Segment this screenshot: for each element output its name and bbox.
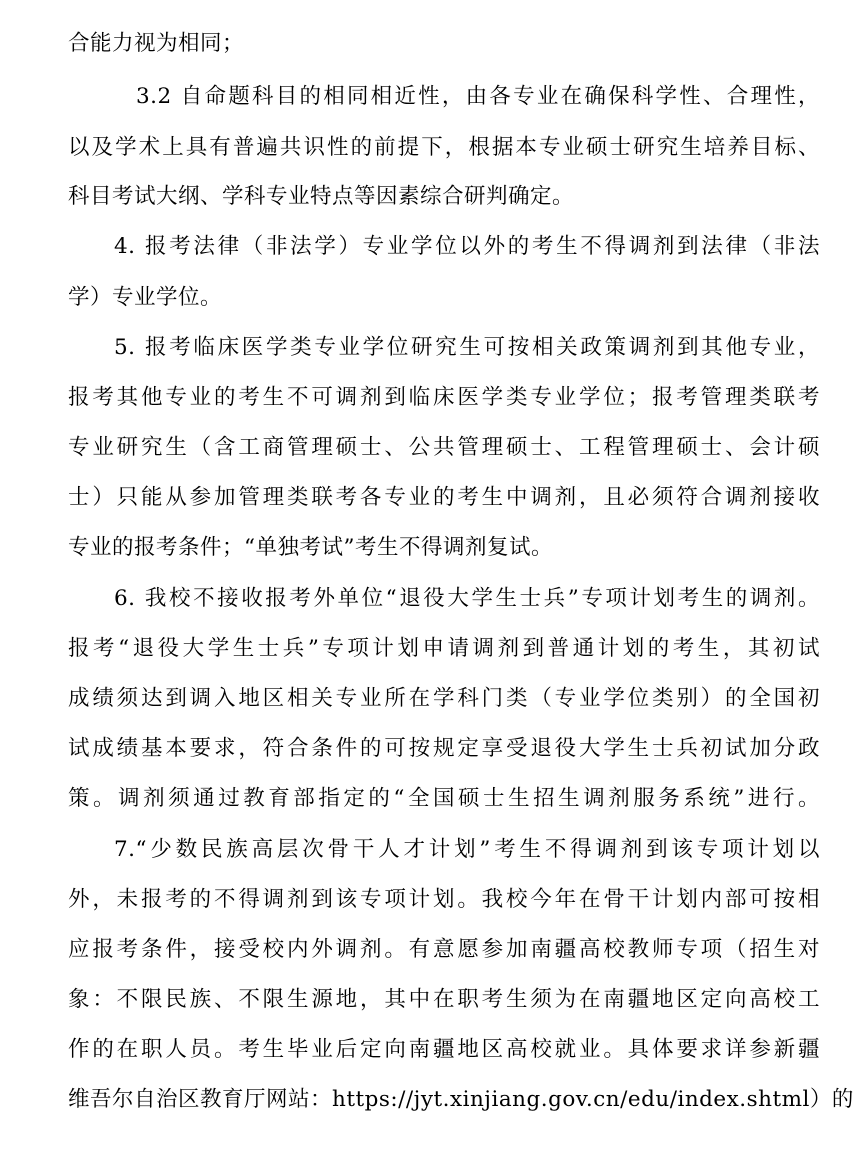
text-line: 专业的报考条件；“单独考试”考生不得调剂复试。 (68, 535, 553, 560)
text-line: 成绩须达到调入地区相关专业所在学科门类（专业学位类别）的全国初 (68, 686, 820, 711)
text-line: 策。调剂须通过教育部指定的“全国硕士生招生调剂服务系统”进行。 (68, 786, 820, 811)
text-line: 专业研究生（含工商管理硕士、公共管理硕士、工程管理硕士、会计硕 (68, 435, 820, 460)
text-line-continuation: 合能力视为相同； (68, 31, 245, 56)
text-line-item-3-2: 3.2 自命题科目的相同相近性，由各专业在确保科学性、合理性， (136, 84, 820, 109)
text-line-with-url: 维吾尔自治区教育厅网站：https://jyt.xinjiang.gov.cn/edu/index.shtml）的 (68, 1087, 854, 1112)
text-line: 外，未报考的不得调剂到该专项计划。我校今年在骨干计划内部可按相 (68, 887, 820, 912)
text-line: 报考其他专业的考生不可调剂到临床医学类专业学位；报考管理类联考 (68, 385, 820, 410)
text-line: 报考“退役大学生士兵”专项计划申请调剂到普通计划的考生，其初试 (68, 636, 820, 661)
text-line: 试成绩基本要求，符合条件的可按规定享受退役大学生士兵初试加分政 (68, 736, 820, 761)
text-line: 以及学术上具有普遍共识性的前提下，根据本专业硕士研究生培养目标、 (68, 135, 820, 160)
text-line-item-7: 7.“少数民族高层次骨干人才计划”考生不得调剂到该专项计划以 (114, 837, 820, 862)
text-line: 学）专业学位。 (68, 285, 223, 310)
text-line-item-5: 5. 报考临床医学类专业学位研究生可按相关政策调剂到其他专业， (114, 335, 820, 360)
text-line: 士）只能从参加管理类联考各专业的考生中调剂，且必须符合调剂接收 (68, 485, 820, 510)
text-line-item-6: 6. 我校不接收报考外单位“退役大学生士兵”专项计划考生的调剂。 (114, 586, 820, 611)
text-line: 科目考试大纲、学科专业特点等因素综合研判确定。 (68, 184, 575, 209)
text-line-item-4: 4. 报考法律（非法学）专业学位以外的考生不得调剂到法律（非法 (114, 234, 820, 259)
text-line: 应报考条件，接受校内外调剂。有意愿参加南疆高校教师专项（招生对 (68, 937, 820, 962)
text-line: 象：不限民族、不限生源地，其中在职考生须为在南疆地区定向高校工 (68, 987, 820, 1012)
text-line: 作的在职人员。考生毕业后定向南疆地区高校就业。具体要求详参新疆 (68, 1037, 820, 1062)
